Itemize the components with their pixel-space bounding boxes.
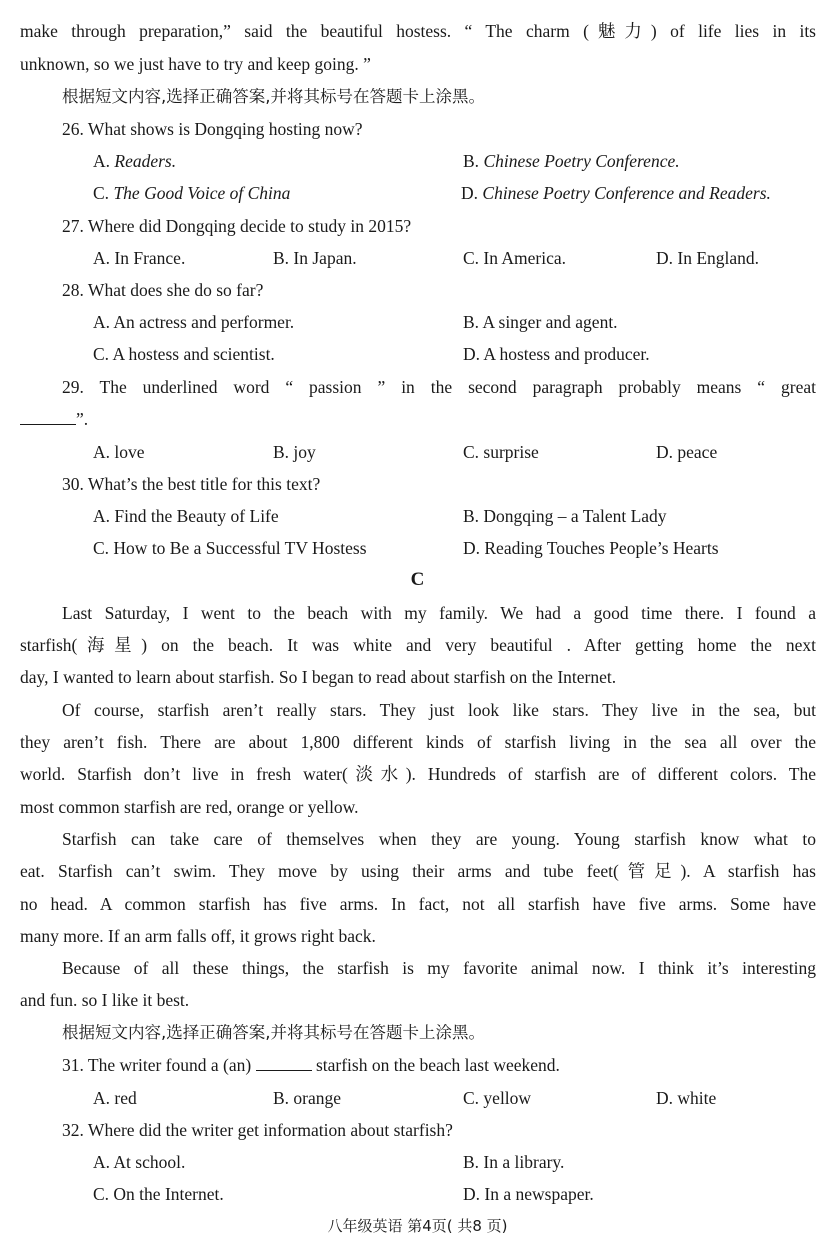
question-30: 30. What’s the best title for this text? (62, 474, 321, 494)
q29-option-d: D. peace (656, 442, 718, 462)
page-footer: 八年级英语 第4页( 共8 页) (327, 1217, 508, 1235)
answer-blank (256, 1056, 312, 1071)
question-32: 32. Where did the writer get information about starfish? (62, 1120, 453, 1140)
q32-option-c: C. On the Internet. (93, 1184, 224, 1204)
q31-option-d: D. white (656, 1088, 717, 1108)
q28-option-a: A. An actress and performer. (93, 312, 295, 332)
q27-option-d: D. In England. (656, 248, 760, 268)
question-26: 26. What shows is Dongqing hosting now? (62, 119, 363, 139)
q26-option-a: A. Readers. (93, 151, 177, 171)
q28-option-c: C. A hostess and scientist. (93, 344, 275, 364)
q27-option-a: A. In France. (93, 248, 186, 268)
q32-option-a: A. At school. (93, 1152, 186, 1172)
passage-c-p3-l1: Starfish can take care of themselves when they are young. Young starfish know what to (62, 829, 816, 849)
passage-c-p2-l4: most common starfish are red, orange or yellow. (20, 797, 359, 817)
q26-option-b: B. Chinese Poetry Conference. (463, 151, 680, 171)
passage-c-p3-l2: eat. Starfish can’t swim. They move by using their arms and tube feet(管足). A starfish has (20, 861, 816, 881)
q27-option-c: C. In America. (463, 248, 567, 268)
question-31: 31. The writer found a (an) starfish on the beach last weekend. (62, 1055, 560, 1075)
section-heading-c: C (410, 569, 425, 590)
q29-option-b: B. joy (273, 442, 316, 462)
q31-option-a: A. red (93, 1088, 137, 1108)
q27-option-b: B. In Japan. (273, 248, 357, 268)
q28-option-b: B. A singer and agent. (463, 312, 618, 332)
q32-option-d: D. In a newspaper. (463, 1184, 594, 1204)
question-29-blank-line: ”. (20, 408, 816, 430)
passage-c-p4-l2: and fun. so I like it best. (20, 990, 190, 1010)
q29-option-a: A. love (93, 442, 145, 462)
question-27: 27. Where did Dongqing decide to study in 2015? (62, 216, 412, 236)
q26-option-c: C. The Good Voice of China (93, 183, 291, 203)
instruction-b: 根据短文内容,选择正确答案,并将其标号在答题卡上涂黑。 (62, 87, 485, 106)
passage-c-p3-l4: many more. If an arm falls off, it grows right back. (20, 926, 376, 946)
q32-option-b: B. In a library. (463, 1152, 565, 1172)
passage-c-p1-l3: day, I wanted to learn about starfish. So I began to read about starfish on the Internet. (20, 667, 617, 687)
q29-option-c: C. surprise (463, 442, 539, 462)
answer-blank (20, 410, 76, 425)
passage-c-p3-l3: no head. A common starfish has five arms. In fact, not all starfish have five arms. Some have (20, 894, 816, 914)
instruction-c: 根据短文内容,选择正确答案,并将其标号在答题卡上涂黑。 (62, 1023, 485, 1042)
q30-option-c: C. How to Be a Successful TV Hostess (93, 538, 367, 558)
passage-c-p1-l1: Last Saturday, I went to the beach with my family. We had a good time there. I found a (62, 603, 816, 623)
passage-c-p1-l2: starfish(海星) on the beach. It was white and very beautiful . After getting home the next (20, 635, 816, 655)
q30-option-a: A. Find the Beauty of Life (93, 506, 279, 526)
q28-option-d: D. A hostess and producer. (463, 344, 650, 364)
passage-c-p2-l2: they aren’t fish. There are about 1,800 different kinds of starfish living in the sea all over the (20, 732, 816, 752)
question-29: 29. The underlined word “ passion ” in the second paragraph probably means “ great (62, 377, 816, 397)
question-28: 28. What does she do so far? (62, 280, 264, 300)
q31-option-b: B. orange (273, 1088, 342, 1108)
passage-b-line-1: make through preparation,” said the beautiful hostess. “ The charm (魅力) of life lies in its (20, 21, 816, 41)
passage-b-line-2: unknown, so we just have to try and keep going. ” (20, 54, 371, 74)
q31-option-c: C. yellow (463, 1088, 532, 1108)
q26-option-d: D. Chinese Poetry Conference and Readers. (461, 183, 771, 203)
q30-option-d: D. Reading Touches People’s Hearts (463, 538, 719, 558)
q30-option-b: B. Dongqing – a Talent Lady (463, 506, 667, 526)
passage-c-p4-l1: Because of all these things, the starfish is my favorite animal now. I think it’s interesting (62, 958, 816, 978)
passage-c-p2-l1: Of course, starfish aren’t really stars. They just look like stars. They live in the sea, but (62, 700, 816, 720)
passage-c-p2-l3: world. Starfish don’t live in fresh water(淡水). Hundreds of starfish are of different colors. The (20, 764, 816, 784)
